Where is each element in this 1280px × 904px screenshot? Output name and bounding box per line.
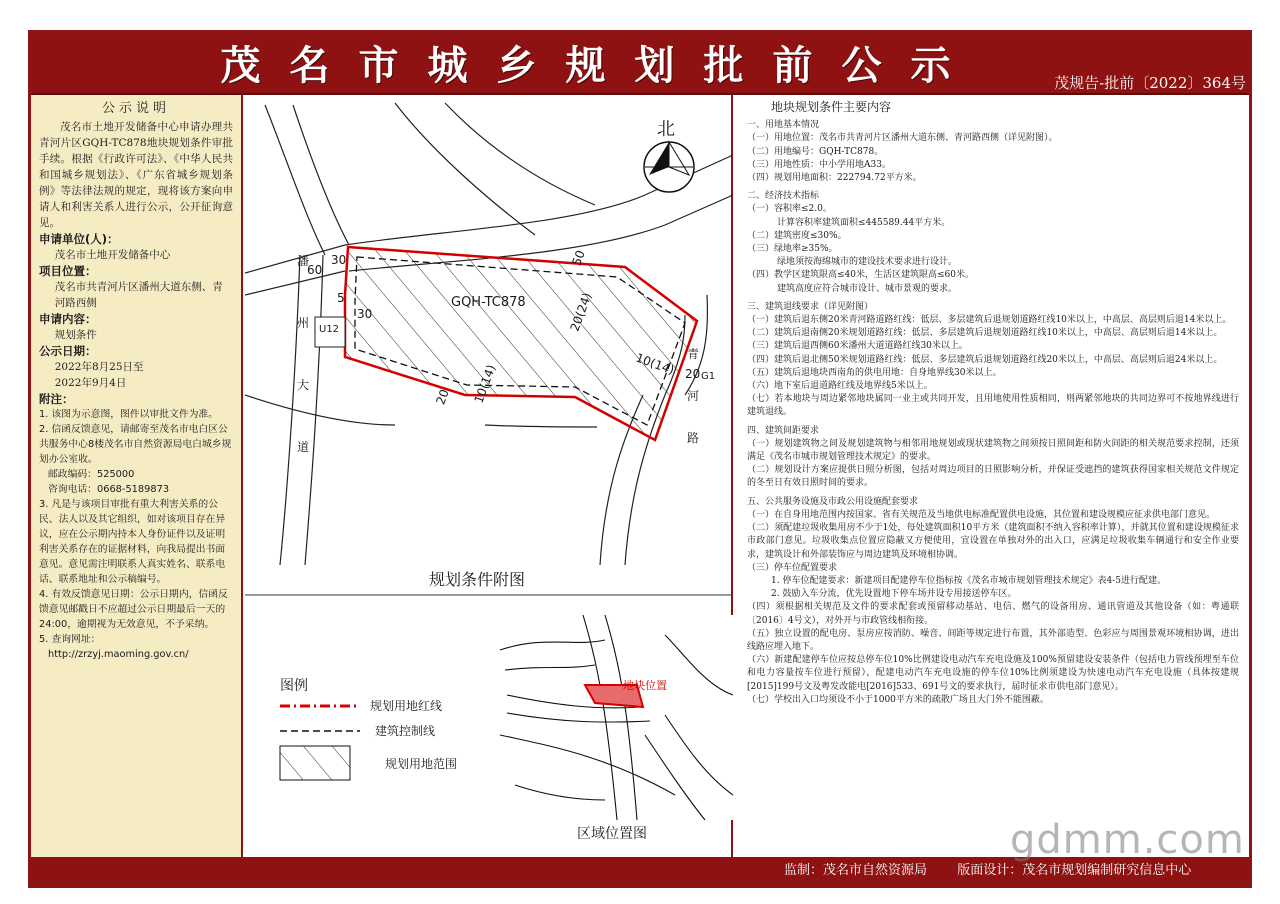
location-label: 地块位置: [623, 679, 667, 692]
condition-line: 建筑高度应符合城市设计、城市景观的要求。: [777, 283, 958, 294]
note-item: 3. 凡是与该项目审批有重大利害关系的公民、法人以及其它组织，如对该项目存在异议，应在公示期内持本人身份证件以及证明利害关系存在的证据材料，向我局提出书面意见。意见需注明联系人真实姓名、联系电话、联系地址和公示稿编号。: [39, 499, 226, 585]
dim-20-east: 20: [685, 367, 701, 381]
parcel-redline: [345, 247, 697, 440]
dim-10-14: 10(14): [471, 362, 499, 406]
date-from: 2022年8月25日至: [54, 361, 144, 373]
condition-line: （七）若本地块与周边紧邻地块属同一业主或共同开发，且用地使用性质相同，则两紧邻地块的共同边界可不按地界线进行建筑退线。: [747, 394, 1239, 418]
legend-item-control-line: 建筑控制线: [375, 724, 436, 738]
dim-10-14-east: 10(14): [633, 350, 677, 378]
condition-line: （一）规划建筑物之间及规划建筑物与相邻用地规划或现状建筑物之间须按日照间距和防火间距的相关规范要求控制，还须满足《茂名市城市规划管理技术规定》的要求。: [747, 438, 1239, 463]
conditions-panel: [735, 95, 1249, 857]
condition-line: （五）建筑后退地块西南角的供电用地：自身地界线30米以上。: [747, 367, 1002, 378]
condition-line: （五）独立设置的配电房、泵房应按消防、噪音、间距等规定进行布置，其外部造型、色彩应与周围景观环境相协调，进出线路应埋入地下。: [747, 628, 1239, 652]
road-label-east: 青河路: [687, 347, 700, 445]
condition-line: （四）建筑后退北侧50米规划道路红线：低层、多层建筑后退规划道路红线20米以上，中高层、高层则后退24米以上。: [747, 354, 1223, 365]
application-value: 规划条件: [54, 329, 97, 341]
site-watermark: gdmm.com: [1010, 817, 1245, 863]
section-title: 四、建筑间距要求: [747, 425, 820, 436]
section-title: 一、用地基本情况: [747, 120, 820, 131]
note-item: 2. 信函反馈意见，请邮寄至茂名市电白区公共服务中心8楼茂名市自然资源局电白城乡规划办公室收。: [39, 424, 232, 465]
legend-item-range: 规划用地范围: [385, 757, 458, 771]
legend-item-redline: 规划用地红线: [370, 699, 443, 713]
section-title: 五、公共服务设施及市政公用设施配套要求: [747, 496, 919, 507]
applicant-label: 申请单位(人)：: [39, 232, 119, 246]
conditions-heading: 地块规划条件主要内容: [771, 100, 892, 114]
footer-credits: [784, 860, 1244, 882]
document-number: 茂规告-批前〔2022〕364号: [1054, 74, 1246, 92]
section-title: 二、经济技术指标: [747, 191, 820, 202]
parcel-id-label: GQH-TC878: [451, 295, 526, 310]
dim-50: 50: [569, 248, 588, 268]
condition-line: （四）规划用地面积：222794.72平方米。: [747, 173, 922, 184]
condition-line: （四）须根据相关规范及文件的要求配套或预留移动基站、电信、燃气的设备用房、通讯管道及其他设备（如：粤通联〔2016〕4号文），对外开与市政管线相衔接。: [747, 602, 1239, 626]
condition-line: （二）须配建垃圾收集用房不少于1处，每处建筑面积10平方米（建筑面积不纳入容积率计算），并就其位置和建设规模征求市政部门意见。垃圾收集点位置应隐蔽又方便使用，宜设置在单独对外的出入口，应满足垃圾收集车辆通行和安全作业要求，建筑设计和外部装饰应与周边建筑及环境相协调。: [747, 523, 1239, 560]
map-panel: [245, 95, 733, 857]
application-label: 申请内容：: [39, 312, 97, 326]
section-title: 三、建筑退线要求（详见附图）: [747, 301, 874, 312]
location-caption: 区域位置图: [577, 826, 647, 842]
date-to: 2022年9月4日: [54, 377, 127, 389]
section-indicators: [747, 190, 1239, 296]
condition-line: （二）用地编号：GQH-TC878。: [747, 146, 884, 157]
notes-label: 附注：: [39, 392, 74, 406]
dim-5: 5: [337, 291, 345, 305]
condition-line: （三）绿地率≥35%。: [747, 244, 838, 255]
project-label: 项目位置：: [39, 264, 97, 278]
condition-line: 计算容积率建筑面积≤445589.44平方米。: [777, 217, 951, 228]
condition-line: 2. 鼓励入车分流，优先设置地下停车场并设专用接送停车区。: [771, 589, 1017, 600]
location-map: [497, 615, 733, 820]
condition-line: （六）新建配建停车位应按总停车位10%比例建设电动汽车充电设施及100%预留建设安装条件（包括电力管线预埋至车位和电力容量按车位进行预留），配建电动汽车充电设施的停车位10%比例须建设为快速电动汽车充电设施（具体按建规[2015]199号文及粤发改能电[2016]533、691号文的要求执行，届时征求市供电部门意见）。: [747, 655, 1239, 692]
footer-design: 版面设计：茂名市规划编制研究信息中心: [957, 863, 1192, 878]
notice-intro: 茂名市土地开发储备中心申请办理共青河片区GQH-TC878地块规划条件审批手续。根据《行政许可法》、《中华人民共和国城乡规划法》、《广东省城乡规划条例》等法律法规的规定，现将该方案向申请人和利害关系人进行公示，公开征询意见。: [39, 121, 233, 229]
dim-20-24: 20(24): [567, 290, 595, 334]
u12-label: U12: [319, 324, 340, 335]
dim-30-west: 30: [357, 307, 373, 321]
dim-30-north: 30: [331, 253, 347, 267]
condition-line: （一）建筑后退东侧20米青河路道路红线：低层、多层建筑后退规划道路红线10米以上，中高层、高层则后退14米以上。: [747, 315, 1232, 326]
consult-phone: 咨询电话：0668-5189873: [48, 484, 170, 495]
condition-line: （一）在自身用地范围内按国家、省有关规范及当地供电标准配置供电设施，其位置和建设规模应征求供电部门意见。: [747, 509, 1216, 520]
legend-title: 图例: [280, 678, 308, 694]
condition-line: （三）建筑后退西侧60米潘州大道道路红线30米以上。: [747, 341, 968, 352]
section-basic: [747, 119, 1239, 185]
north-label: 北: [657, 119, 675, 140]
section-setback: [747, 301, 1239, 420]
condition-line: （四）教学区建筑限高≤40米，生活区建筑限高≤60米。: [747, 270, 974, 281]
applicant-value: 茂名市土地开发储备中心: [54, 249, 171, 261]
postal-code: 邮政编码：525000: [48, 469, 135, 480]
condition-line: （一）容积率≤2.0。: [747, 204, 832, 215]
dim-60: 60: [307, 263, 323, 277]
condition-line: （三）用地性质：中小学用地A33。: [747, 159, 891, 170]
page-title: 茂名市城乡规划批前公示: [220, 42, 980, 89]
query-url-link[interactable]: http://zrzyj.maoming.gov.cn/: [48, 649, 189, 660]
project-value: 茂名市共青河片区潘州大道东侧、青河路西侧: [54, 281, 223, 309]
map-caption: 规划条件附图: [429, 570, 526, 589]
notice-heading: 公示说明: [101, 101, 170, 116]
condition-line: （三）停车位配置要求: [747, 562, 838, 573]
condition-line: 1. 停车位配建要求：新建项目配建停车位指标按《茂名市城市规划管理技术规定》表4-5进行配建。: [771, 575, 1166, 586]
section-spacing: [747, 425, 1239, 491]
condition-line: （二）规划设计方案应提供日照分析图，包括对周边项目的日照影响分析，并保证受遮挡的建筑获得国家相关规范文件规定的冬至日有效日照时间的要求。: [747, 465, 1239, 489]
north-arrow-icon: [644, 142, 694, 192]
dim-20-south: 20: [433, 387, 452, 407]
section-facilities: [747, 496, 1239, 707]
note-item: 4. 有效反馈意见日期：公示日期内，信函反馈意见邮戳日不应超过公示日期最后一天的24:00，逾期视为无效意见，不予采纳。: [39, 589, 228, 630]
footer-supervision: 监制：茂名市自然资源局: [784, 863, 928, 878]
condition-line: （二）建筑密度≤30%。: [747, 230, 847, 241]
date-label: 公示日期：: [39, 344, 97, 358]
notes-list: [39, 407, 233, 662]
g1-label: G1: [701, 371, 716, 382]
note-item: 1. 该图为示意图，图件以审批文件为准。: [39, 409, 219, 420]
condition-line: （七）学校出入口均须设不小于1000平方米的疏散广场且大门外不能围蔽。: [747, 694, 1049, 705]
condition-line: 绿地须按海绵城市的建设技术要求进行设计。: [777, 257, 958, 268]
note-item: 5. 查询网址：: [39, 634, 101, 645]
legend-range-swatch: [280, 746, 350, 780]
planning-map: [245, 95, 733, 857]
notice-panel: [31, 95, 243, 857]
condition-line: （六）地下室后退道路红线及地界线5米以上。: [747, 381, 933, 392]
condition-line: （一）用地位置：茂名市共青河片区潘州大道东侧、青河路西侧（详见附图）。: [747, 133, 1058, 144]
road-label-west: 潘州大道: [297, 254, 310, 454]
condition-line: （二）建筑后退南侧20米规划道路红线：低层、多层建筑后退规划道路红线10米以上，中高层、高层则后退14米以上。: [747, 328, 1223, 339]
